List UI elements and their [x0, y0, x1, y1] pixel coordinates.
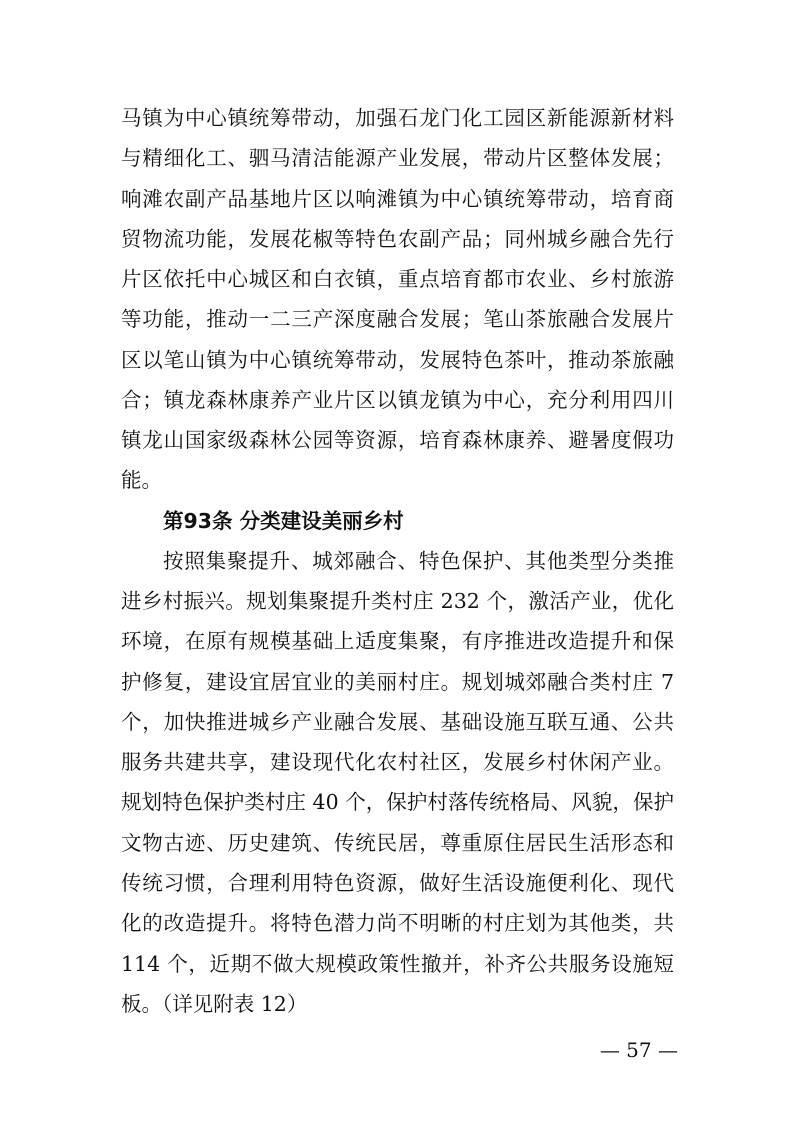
article-heading: 第93条 分类建设美丽乡村 [163, 509, 404, 533]
body-text-line: 等功能，推动一二三产深度融合发展；笔山茶旅融合发展片 [121, 307, 674, 331]
body-text-line: 规划特色保护类村庄 40 个，保护村落传统格局、风貌，保护 [121, 790, 674, 814]
body-text-line: 按照集聚提升、城郊融合、特色保护、其他类型分类推 [163, 549, 674, 573]
body-text-line: 进乡村振兴。规划集聚提升类村庄 232 个，激活产业，优化 [121, 589, 674, 613]
body-text-line: 区以笔山镇为中心镇统筹带动，发展特色茶叶，推动茶旅融 [121, 348, 674, 372]
body-text-line: 能。 [121, 468, 162, 492]
body-text-line: 马镇为中心镇统筹带动，加强石龙门化工园区新能源新材料 [121, 106, 674, 130]
body-text-line: 个，加快推进城乡产业融合发展、基础设施互联互通、公共 [121, 710, 674, 734]
body-text-line: 114 个，近期不做大规模政策性撤并，补齐公共服务设施短 [121, 952, 674, 976]
page-number: — 57 — [599, 1038, 678, 1062]
body-text-line: 护修复，建设宜居宜业的美丽村庄。规划城郊融合类村庄 7 [121, 670, 674, 694]
body-text-line: 环境，在原有规模基础上适度集聚，有序推进改造提升和保 [121, 629, 674, 653]
body-text-line: 片区依托中心城区和白衣镇，重点培育都市农业、乡村旅游 [121, 267, 674, 291]
body-text-line: 文物古迹、历史建筑、传统民居，尊重原住居民生活形态和 [121, 831, 674, 855]
body-text-line: 响滩农副产品基地片区以响滩镇为中心镇统筹带动，培育商 [121, 187, 674, 211]
body-text-line: 服务共建共享，建设现代化农村社区，发展乡村休闲产业。 [121, 750, 674, 774]
body-text-line: 化的改造提升。将特色潜力尚不明晰的村庄划为其他类，共 [121, 911, 674, 935]
body-text-line: 镇龙山国家级森林公园等资源，培育森林康养、避暑度假功 [121, 428, 674, 452]
body-text-line: 与精细化工、驷马清洁能源产业发展，带动片区整体发展； [121, 146, 674, 170]
body-text-line: 贸物流功能，发展花椒等特色农副产品；同州城乡融合先行 [121, 227, 674, 251]
body-text-line: 传统习惯，合理利用特色资源，做好生活设施便利化、现代 [121, 871, 674, 895]
body-text-line: 合；镇龙森林康养产业片区以镇龙镇为中心，充分利用四川 [121, 388, 674, 412]
body-text-line: 板。（详见附表 12） [121, 992, 308, 1016]
